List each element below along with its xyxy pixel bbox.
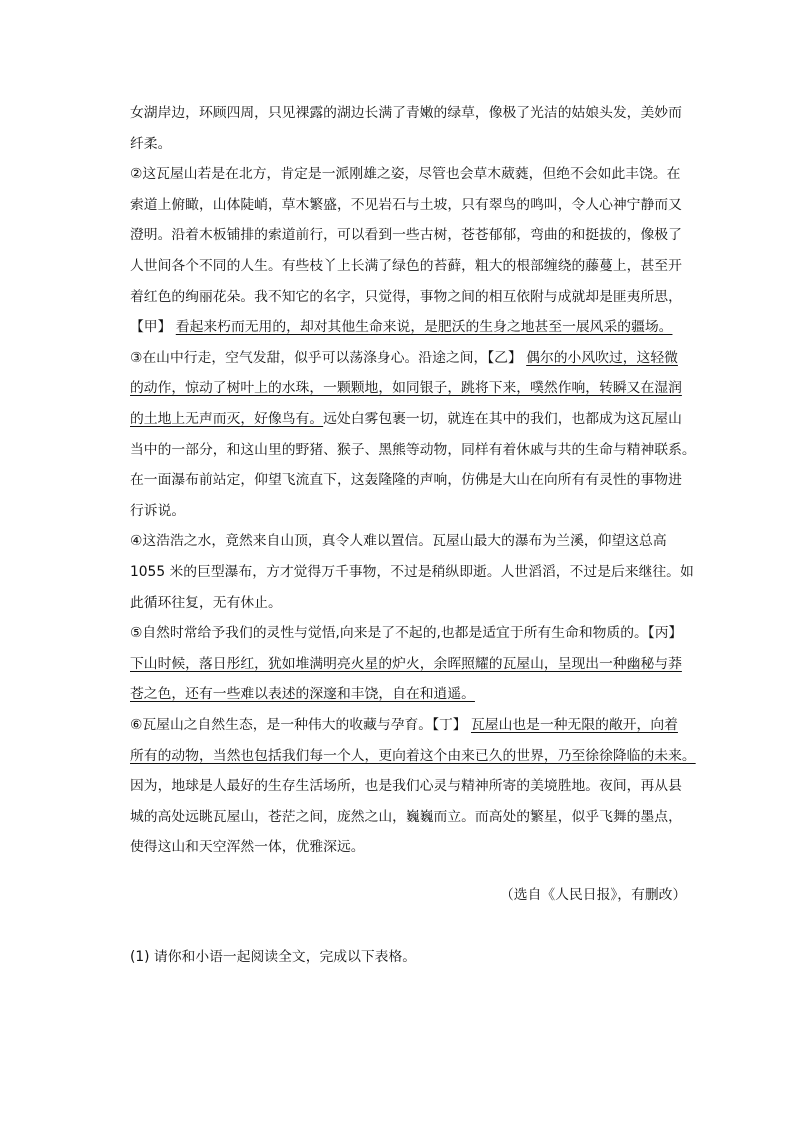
underlined-text: 看起来朽而无用的，却对其他生命来说，是肥沃的生身之地甚至一展风采的疆场。 <box>175 319 673 336</box>
text-line <box>130 349 710 367</box>
text-line: 纤柔。 <box>130 135 172 152</box>
text-segment: 远处白雾包裹一切，就连在其中的我们，也都成为这瓦屋山 <box>323 411 682 427</box>
text-line <box>130 318 710 336</box>
text-line <box>130 747 710 765</box>
source-note: （选自《人民日报》，有删改） <box>500 887 687 903</box>
text-segment: 【甲】 <box>130 319 176 336</box>
text-line: 着红色的绚丽花朵。我不知它的名字，只觉得，事物之间的相互依附与成就却是匪夷所思， <box>130 288 682 305</box>
text-line: 行诉说。 <box>130 502 186 519</box>
text-line: 此循环往复，无有休止。 <box>130 594 282 611</box>
text-segment: ⑥瓦屋山之自然生态，是一种伟大的收藏与孕育。【丁】 <box>130 717 471 733</box>
text-line: 城的高处远眺瓦屋山，苍茫之间，庞然之山，巍巍而立。而高处的繁星，似乎飞舞的墨点， <box>130 808 682 825</box>
text-line: 人世间各个不同的人生。有些枝丫上长满了绿色的苔藓，粗大的根部缠绕的藤蔓上，甚至开 <box>130 258 682 274</box>
text-line <box>130 685 710 703</box>
text-line: 在一面瀑布前站定，仰望飞流直下，这轰隆隆的声响，仿佛是大山在向所有有灵性的事物进 <box>130 472 682 489</box>
underlined-text: 苍之色，还有一些难以表述的深邃和丰饶，自在和逍遥。 <box>130 686 475 703</box>
text-line: ⑤自然时常给予我们的灵性与觉悟,向来是了不起的,也都是适宜于所有生命和物质的。【丙】 <box>130 625 683 642</box>
underlined-text: 瓦屋山也是一种无限的敞开，向着 <box>470 717 678 733</box>
underlined-text: 下山时候，落日彤红，犹如堆满明亮火星的炉火，余晖照耀的瓦屋山，呈现出一种幽秘与莽 <box>130 655 682 672</box>
text-line <box>130 410 710 428</box>
text-line <box>130 716 710 734</box>
underlined-text: 的动作，惊动了树叶上的水珠，一颗颗地，如同银子，跳将下来，噗然作响，转瞬又在湿润 <box>130 380 682 397</box>
text-line: 使得这山和天空浑然一体，优雅深远。 <box>130 839 365 856</box>
underlined-text: 的土地上无声而灭，好像鸟有。 <box>130 411 324 427</box>
text-line: ②这瓦屋山若是在北方，肯定是一派刚雄之姿，尽管也会草木葳蕤，但绝不会如此丰饶。在 <box>130 166 681 183</box>
underlined-text: 偶尔的小风吹过，这轻微 <box>526 349 678 366</box>
underlined-text: 所有的动物，当然也包括我们每一个人，更向着这个由来已久的世界，乃至徐徐降临的未来。 <box>130 747 696 764</box>
text-line: 索道上俯瞰，山体陡峭，草木繁盛，不见岩石与土坡，只有翠鸟的鸣叫，令人心神宁静而又 <box>130 196 682 213</box>
text-line <box>130 655 710 673</box>
text-line: 澄明。沿着木板铺排的索道前行，可以看到一些古树，苍苍郁郁，弯曲的和挺拔的，像极了 <box>130 227 682 244</box>
text-line: ④这浩浩之水，竟然来自山顶，真令人难以置信。瓦屋山最大的瀑布为兰溪，仰望这总高 <box>130 533 667 550</box>
text-line: 1055 米的巨型瀑布，方才觉得万千事物，不过是稍纵即逝。人世滔滔，不过是后来继往。如 <box>130 564 694 580</box>
question-prompt: (1) 请你和小语一起阅读全文，完成以下表格。 <box>130 949 417 965</box>
text-segment: ③在山中行走，空气发甜，似乎可以荡涤身心。沿途之间，【乙】 <box>130 349 527 366</box>
text-line: 当中的一部分，和这山里的野猪、猴子、黑熊等动物，同样有着休戚与共的生命与精神联系。 <box>130 441 696 458</box>
text-line <box>130 379 710 397</box>
text-line: 女湖岸边，环顾四周，只见裸露的湖边长满了青嫩的绿草，像极了光洁的姑娘头发，美妙而 <box>130 105 682 121</box>
text-line: 因为，地球是人最好的生存生活场所，也是我们心灵与精神所寄的美境胜地。夜间，再从县 <box>130 778 682 795</box>
